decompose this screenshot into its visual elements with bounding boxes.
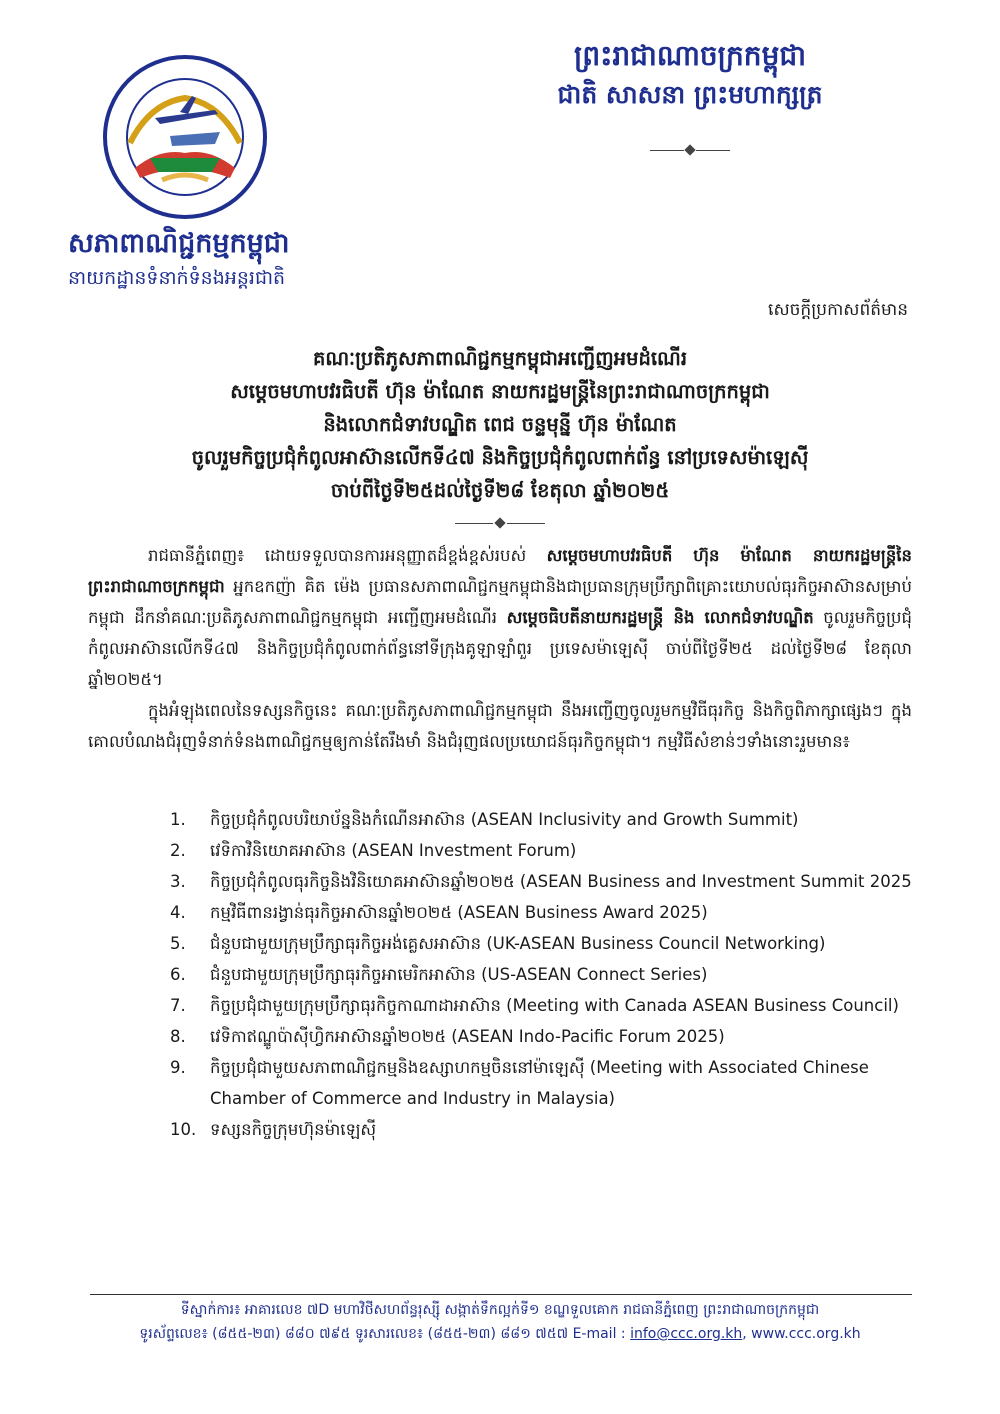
item-number: 3. <box>170 872 186 891</box>
title-line: គណៈប្រតិភូសភាពាណិជ្ជកម្មកម្ពុជាអញ្ជើញអមដំណើរ <box>312 347 688 370</box>
footer-divider <box>90 1294 912 1295</box>
kingdom-name: ព្រះរាជាណាចក្រកម្ពុជា <box>573 39 806 72</box>
paragraph-programs: ក្នុងអំឡុងពេលនៃទស្សនកិច្ចនេះ គណៈប្រតិភូសភាពាណិជ្ជកម្មកម្ពុជា នឹងអញ្ជើញចូលរួមកម្មវិធីធុរកិច្ច និងកិច្ចពិភាក្សាផ្សេងៗ ក្នុងគោលបំណងជំរុញទំនាក់ទំនងពាណិជ្ជកម្មឲ្យកាន់តែរឹងមាំ និងជំរុញផលប្រយោជន៍ធុរកិច្ចកម្ពុជា។ កម្មវិធីសំខាន់ៗទាំងនោះរួមមាន៖ <box>88 701 912 751</box>
kingdom-motto: ជាតិ សាសនា ព្រះមហាក្សត្រ <box>557 80 823 109</box>
list-item <box>170 866 912 897</box>
body-text <box>88 540 912 757</box>
footer-website: , www.ccc.org.kh <box>742 1326 861 1342</box>
title-ornament <box>455 517 545 529</box>
title-line: សម្តេចមហាបវរធិបតី ហ៊ុន ម៉ាណែត នាយករដ្ឋមន្ត្រីនៃព្រះរាជាណាចក្រកម្ពុជា <box>230 380 770 403</box>
item-text: ទស្សនកិច្ចក្រុមហ៊ុនម៉ាឡេស៊ី <box>210 1120 377 1139</box>
list-item <box>170 1114 912 1145</box>
kingdom-header <box>500 36 880 156</box>
item-text: កិច្ចប្រជុំជាមួយក្រុមប្រឹក្សាធុរកិច្ចកាណាដាអាស៊ាន (Meeting with Canada ASEAN Business Council) <box>210 996 899 1015</box>
chamber-logo-emblem <box>100 48 270 226</box>
item-number: 6. <box>170 965 186 984</box>
organization-department: នាយកដ្ឋានទំនាក់ទំនងអន្តរជាតិ <box>68 267 286 289</box>
item-text: វេទិកាវិនិយោគអាស៊ាន (ASEAN Investment Forum) <box>210 841 577 860</box>
footer-contact <box>70 1322 930 1346</box>
document-title <box>80 342 920 529</box>
text-span-bold: សម្តេចមហាបវរធិបតី ហ៊ុន ម៉ាណែត នាយករដ្ឋមន្ត្រីនៃព្រះរាជាណាចក្រកម្ពុជា <box>88 546 912 596</box>
list-item <box>170 1021 912 1052</box>
item-text: វេទិកាឥណ្ឌូប៉ាស៊ីហ្វិកអាស៊ានឆ្នាំ២០២៥ (ASEAN Indo-Pacific Forum 2025) <box>210 1027 725 1046</box>
list-item <box>170 990 912 1021</box>
item-text: កម្មវិធីពានរង្វាន់ធុរកិច្ចអាស៊ានឆ្នាំ២០២៥ (ASEAN Business Award 2025) <box>210 903 708 922</box>
text-span: ចូលរួមកិច្ចប្រជុំកំពូលអាស៊ានលើកទី៤៧ និងកិច្ចប្រជុំកំពូលពាក់ព័ន្ធនៅទីក្រុងគូឡាឡាំពួរ ប្រទេសម៉ាឡេស៊ី ចាប់ពីថ្ងៃទី២៥ ដល់ថ្ងៃទី២៨ ខែតុលា ឆ្នាំ២០២៥។ <box>88 608 913 689</box>
item-text: ជំនួបជាមួយក្រុមប្រឹក្សាធុរកិច្ចអង់គ្លេសអាស៊ាន (UK-ASEAN Business Council Networking) <box>210 934 826 953</box>
chamber-logo <box>100 48 270 226</box>
organization-name: សភាពាណិជ្ជកម្មកម្ពុជា <box>68 228 290 259</box>
text-span: រាជធានីភ្នំពេញ៖ ដោយទទួលបានការអនុញ្ញាតដ៏ខ្ពង់ខ្ពស់របស់ <box>148 546 547 565</box>
footer-phone-fax: ទូរស័ព្ទលេខ៖ (៨៥៥-២៣) ៨៨០ ៧៩៥ ទូរសារលេខ៖ (៨៥៥-២៣) ៨៨១ ៧៥៧ E-mail : <box>139 1326 631 1342</box>
item-number: 7. <box>170 996 186 1015</box>
item-number: 4. <box>170 903 186 922</box>
item-number: 5. <box>170 934 186 953</box>
text-span-bold: សម្តេចធិបតីនាយករដ្ឋមន្ត្រី និង លោកជំទាវបណ្ឌិត <box>506 608 814 627</box>
footer <box>70 1298 930 1346</box>
item-number: 10. <box>170 1120 197 1139</box>
document-type: សេចក្តីប្រកាសព័ត៌មាន <box>768 300 908 320</box>
item-number: 1. <box>170 810 186 829</box>
footer-address: ទីស្នាក់ការ៖ អាគារលេខ ៧D មហាវិថីសហព័ន្ធរុស្ស៊ី សង្កាត់ទឹកល្អក់ទី១ ខណ្ឌទួលគោក រាជធានីភ្នំពេញ ព្រះរាជាណាចក្រកម្ពុជា <box>180 1302 820 1318</box>
item-text: កិច្ចប្រជុំជាមួយសភាពាណិជ្ជកម្មនិងឧស្សាហកម្មចិននៅម៉ាឡេស៊ី (Meeting with Associated Chinese Chamber of Commerce and Industry in Malaysia) <box>210 1058 869 1108</box>
email-link[interactable]: info@ccc.org.kh <box>630 1326 743 1342</box>
program-list <box>170 804 912 1145</box>
paragraph-intro <box>88 540 912 695</box>
organization-block <box>68 226 328 292</box>
text-span: អ្នកឧកញ៉ា គិត ម៉េង ប្រធានសភាពាណិជ្ជកម្មកម្ពុជានិងជាប្រធានក្រុមប្រឹក្សាពិគ្រោះយោបល់ធុរកិច្ចអាស៊ានសម្រាប់កម្ពុជា ដឹកនាំគណៈប្រតិភូសភាពាណិជ្ជកម្មកម្ពុជា អញ្ជើញអមដំណើរ <box>88 577 912 627</box>
item-text: ជំនួបជាមួយក្រុមប្រឹក្សាធុរកិច្ចអាមេរិកអាស៊ាន (US-ASEAN Connect Series) <box>210 965 708 984</box>
item-number: 2. <box>170 841 186 860</box>
list-item <box>170 1052 912 1114</box>
list-item <box>170 804 912 835</box>
item-text: កិច្ចប្រជុំកំពូលធុរកិច្ចនិងវិនិយោគអាស៊ានឆ្នាំ២០២៥ (ASEAN Business and Investment Summit 2025 <box>210 872 912 891</box>
title-line: និងលោកជំទាវបណ្ឌិត ពេជ ចន្ទមុន្នី ហ៊ុន ម៉ាណែត <box>323 413 677 436</box>
list-item <box>170 959 912 990</box>
list-item <box>170 897 912 928</box>
list-item <box>170 835 912 866</box>
item-text: កិច្ចប្រជុំកំពូលបរិយាប័ន្ននិងកំណើនអាស៊ាន (ASEAN Inclusivity and Growth Summit) <box>210 810 799 829</box>
item-number: 9. <box>170 1058 186 1077</box>
item-number: 8. <box>170 1027 186 1046</box>
header-ornament <box>650 144 730 156</box>
title-line: ចាប់ពីថ្ងៃទី២៥ដល់ថ្ងៃទី២៨ ខែតុលា ឆ្នាំ២០២៥ <box>330 479 670 502</box>
list-item <box>170 928 912 959</box>
title-line: ចូលរួមកិច្ចប្រជុំកំពូលអាស៊ានលើកទី៤៧ និងកិច្ចប្រជុំកំពូលពាក់ព័ន្ធ នៅប្រទេសម៉ាឡេស៊ី <box>191 446 809 469</box>
